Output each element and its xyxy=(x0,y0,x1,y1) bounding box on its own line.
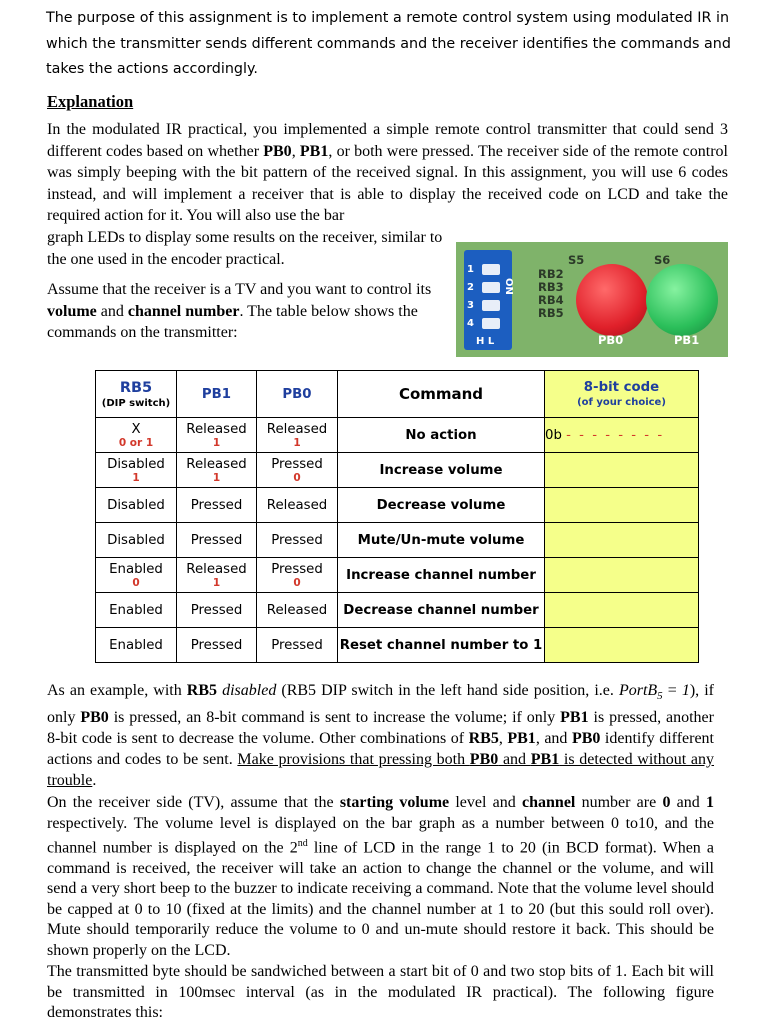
cell-command: Increase volume xyxy=(338,453,545,488)
table-row xyxy=(96,558,699,593)
paragraph-transmitted-byte: The transmitted byte should be sandwiched between a start bit of 0 and two stop bits of 1. Each bit will be transmitted in 100msec interval (as in the modulated IR practical). The following figure demonstrates this: xyxy=(47,963,714,1021)
cell-rb5 xyxy=(96,418,177,453)
cell-pb0-value: Pressed xyxy=(271,456,323,472)
p3-t5: ), if only xyxy=(47,682,714,727)
cell-command: Reset channel number to 1 xyxy=(338,628,545,663)
table-row xyxy=(96,523,699,558)
cell-pb1-value: Released xyxy=(186,421,247,437)
dip-number: 3 xyxy=(467,300,474,311)
pb1-label: PB1 xyxy=(674,333,700,347)
dip-toggle xyxy=(482,300,500,311)
p4-t5: respectively. The volume level is displayed on the bar graph as a number between 0 to10, and the channel number is displayed on the 2 xyxy=(47,814,714,857)
pb0-label: PB0 xyxy=(598,333,624,347)
s5-label: S5 xyxy=(568,253,585,267)
header-code xyxy=(545,371,699,418)
cell-pb0: Pressed xyxy=(257,523,338,558)
cell-command: Decrease volume xyxy=(338,488,545,523)
dip-switch xyxy=(464,250,512,350)
p1-pb0: PB0 xyxy=(263,142,292,160)
cell-pb1: Pressed xyxy=(177,488,257,523)
cell-pb1 xyxy=(177,453,257,488)
header-pb0: PB0 xyxy=(257,371,338,418)
p3-u2: and xyxy=(498,751,531,769)
paragraph-receiver-side xyxy=(47,793,714,961)
table-header-row xyxy=(96,371,699,418)
p3-pb1a: PB1 xyxy=(560,709,589,727)
p4-t3: number are xyxy=(575,794,663,811)
rb2-label: RB2 xyxy=(538,267,564,281)
cell-command: Mute/Un-mute volume xyxy=(338,523,545,558)
table-row xyxy=(96,488,699,523)
paragraph-tv-receiver xyxy=(47,279,452,344)
cell-rb5: Enabled xyxy=(96,628,177,663)
cell-code[interactable] xyxy=(545,593,699,628)
cell-code[interactable] xyxy=(545,628,699,663)
p2-volume: volume xyxy=(47,302,97,320)
cell-rb5: Disabled xyxy=(96,488,177,523)
header-code-label: 8-bit code xyxy=(583,380,660,395)
cell-pb0-bin: 0 xyxy=(293,576,301,589)
cell-pb1: Pressed xyxy=(177,593,257,628)
cell-pb0 xyxy=(257,558,338,593)
cell-rb5-value: X xyxy=(131,421,141,437)
cell-command: No action xyxy=(338,418,545,453)
p2-channel: channel number xyxy=(127,302,240,320)
cell-pb1: Pressed xyxy=(177,628,257,663)
p2-text-1: Assume that the receiver is a TV and you want to control its xyxy=(47,281,432,298)
command-table xyxy=(95,370,699,663)
p3-t7: is pressed, another 8-bit code is sent to decrease the volume. Other combinations of xyxy=(47,709,714,748)
dip-toggle xyxy=(482,282,500,293)
pb1-button xyxy=(646,264,718,336)
p2-text-3: . The table below shows the commands on the transmitter: xyxy=(47,302,418,342)
cell-pb1-value: Released xyxy=(186,456,247,472)
p3-t11: . xyxy=(92,772,97,790)
p4-t4: and xyxy=(670,794,707,811)
table-row xyxy=(96,453,699,488)
dip-toggle xyxy=(482,318,500,329)
cell-pb1-value: Released xyxy=(186,561,247,577)
table-row xyxy=(96,593,699,628)
cell-rb5-value: Enabled xyxy=(109,561,163,577)
cell-pb1: Pressed xyxy=(177,523,257,558)
cell-rb5 xyxy=(96,453,177,488)
cell-pb1-bin: 1 xyxy=(212,576,221,589)
cell-code[interactable] xyxy=(545,523,699,558)
header-rb5-sub: (DIP switch) xyxy=(101,397,171,409)
cell-code[interactable] xyxy=(545,453,699,488)
p3-u1: Make provisions that pressing both xyxy=(237,751,470,769)
rb5-label: RB5 xyxy=(538,306,564,320)
cell-pb1-bin: 1 xyxy=(212,471,221,484)
cell-pb0 xyxy=(257,453,338,488)
p3-u3: is detected without any trouble xyxy=(47,751,714,790)
p3-pb0a: PB0 xyxy=(80,709,109,727)
explanation-heading: Explanation xyxy=(47,92,134,111)
p4-channel: channel xyxy=(522,794,576,811)
cell-rb5 xyxy=(96,558,177,593)
cell-code-prefix: 0b xyxy=(545,427,562,443)
p3-u-pb0: PB0 xyxy=(469,751,499,769)
header-rb5 xyxy=(96,371,177,418)
p2-text-2: and xyxy=(96,302,128,320)
cell-pb0-bin: 1 xyxy=(293,436,301,449)
p3-rb5: RB5 xyxy=(186,682,218,699)
cell-pb0: Released xyxy=(257,488,338,523)
p1-text-1: In the modulated IR practical, you implemented a simple remote control transmitter that could send 3 different codes based on whether xyxy=(47,121,728,160)
dip-toggle xyxy=(482,264,500,275)
p3-t10: identify different actions and codes to be sent. xyxy=(47,730,714,769)
p4-starting-volume: starting volume xyxy=(339,794,450,811)
cell-rb5-value: Disabled xyxy=(107,456,165,472)
cell-rb5: Enabled xyxy=(96,593,177,628)
dip-on-label: ON xyxy=(503,278,514,295)
p3-pb1b: PB1 xyxy=(507,730,536,748)
p3-pb0b: PB0 xyxy=(571,730,601,748)
s6-label: S6 xyxy=(654,253,671,267)
cell-pb1 xyxy=(177,418,257,453)
p1-comma: , xyxy=(291,142,300,160)
p4-nd: nd xyxy=(297,838,308,849)
header-rb5-label: RB5 xyxy=(119,379,153,396)
cell-rb5-bin: 1 xyxy=(132,471,140,484)
cell-code-dashes: - - - - - - - - xyxy=(566,427,665,443)
cell-pb0: Pressed xyxy=(257,628,338,663)
dip-number: 1 xyxy=(467,264,474,275)
p3-t4: = xyxy=(662,682,682,699)
p3-t8: , xyxy=(498,730,508,748)
p3-t3: (RB5 DIP switch in the left hand side position, i.e. xyxy=(276,682,619,699)
cell-command: Decrease channel number xyxy=(338,593,545,628)
dip-hl-label: H L xyxy=(476,336,495,347)
p3-t1: As an example, with xyxy=(47,682,187,699)
p3-t6: is pressed, an 8-bit command is sent to increase the volume; if only xyxy=(108,709,561,727)
p4-t2: level and xyxy=(449,794,523,811)
p4-t6: line of LCD in the range 1 to 20 (in BCD format). When a command is received, the receiver will take an action to change the channel or the volume, and will send a very short beep to the buzzer to indicate receiving a command. Note that the volume level should be capped at 0 to 10 (fixed at the limits) and the channel number at 1 to 20 (but this sould roll over). Mute should temporarily reduce the volume to 0 and un-mute should restore it back. This should be shown properly on the LCD. xyxy=(47,839,714,959)
cell-rb5: Disabled xyxy=(96,523,177,558)
p3-one: 1 xyxy=(681,682,690,699)
p3-portb-sub: 5 xyxy=(657,690,663,703)
paragraph-example xyxy=(47,680,714,791)
rb3-label: RB3 xyxy=(538,280,564,294)
cell-rb5-bin: 0 xyxy=(132,576,140,589)
p4-one: 1 xyxy=(706,794,715,811)
table-row xyxy=(96,418,699,453)
paragraph-bar-graph: graph LEDs to display some results on the receiver, similar to the one used in the encoder practical. xyxy=(47,229,443,268)
cell-pb0-bin: 0 xyxy=(293,471,301,484)
cell-pb1 xyxy=(177,558,257,593)
p3-rb5b: RB5 xyxy=(468,730,499,748)
p4-zero: 0 xyxy=(662,794,671,811)
pb0-button xyxy=(576,264,648,336)
board-photo xyxy=(456,242,728,357)
cell-code xyxy=(545,418,699,453)
cell-pb0 xyxy=(257,418,338,453)
p1-text-2: , or both were pressed. The receiver side of the remote control was simply beeping with the bit pattern of the received signal. In this assignment, you will use 6 codes instead, and will implement a receiver that is able to display the received code on LCD and take the required action for it. You will also use the bar xyxy=(47,142,729,225)
p4-t1: On the receiver side (TV), assume that the xyxy=(47,794,340,811)
cell-pb1-bin: 1 xyxy=(212,436,221,449)
rb4-label: RB4 xyxy=(538,293,564,307)
cell-pb0-value: Released xyxy=(266,421,328,437)
p3-portb: PortB xyxy=(618,682,658,699)
intro-paragraph: The purpose of this assignment is to implement a remote control system using modulated IR in which the transmitter sends different commands and the receiver identifies the commands and takes the actions accordingly. xyxy=(46,10,731,77)
p3-u-pb1: PB1 xyxy=(530,751,560,769)
header-pb1: PB1 xyxy=(177,371,257,418)
p3-t9: , and xyxy=(535,730,572,748)
cell-code[interactable] xyxy=(545,558,699,593)
table-row xyxy=(96,628,699,663)
dip-number: 4 xyxy=(467,318,474,329)
cell-pb0: Released xyxy=(257,593,338,628)
cell-command: Increase channel number xyxy=(338,558,545,593)
dip-number: 2 xyxy=(467,282,474,293)
cell-rb5-bin: 0 or 1 xyxy=(118,436,154,449)
cell-code[interactable] xyxy=(545,488,699,523)
header-code-sub: (of your choice) xyxy=(577,397,666,408)
p3-disabled: disabled xyxy=(222,682,277,699)
header-command: Command xyxy=(338,371,545,418)
cell-pb0-value: Pressed xyxy=(271,561,323,577)
paragraph-modulated-ir xyxy=(47,119,728,227)
p1-pb1: PB1 xyxy=(299,142,329,160)
